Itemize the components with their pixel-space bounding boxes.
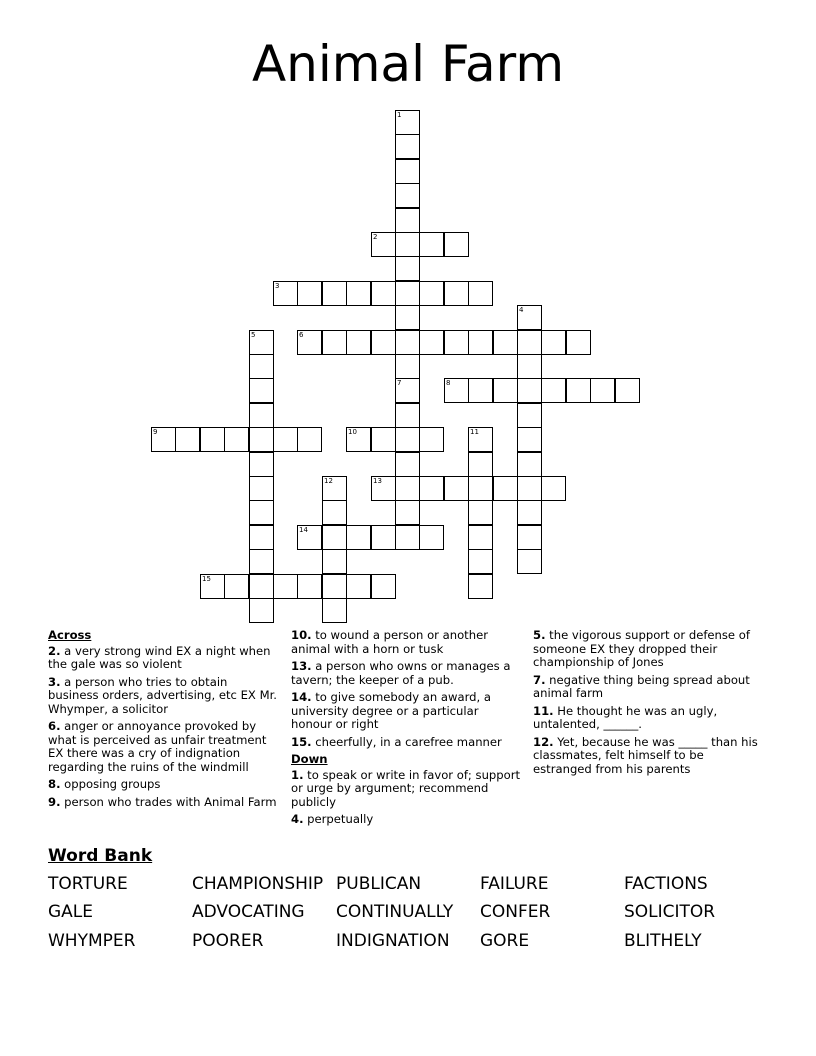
clue-text: a person who tries to obtain business orders, advertising, etc EX Mr. Whymper, a solicitor xyxy=(48,674,277,716)
clue-section-heading: Across xyxy=(48,628,92,642)
clue-number: 4 xyxy=(519,306,524,314)
grid-cell[interactable] xyxy=(493,476,518,501)
word-bank-word: TORTURE xyxy=(48,874,128,894)
clue-label: 10. xyxy=(291,628,312,642)
grid-cell[interactable] xyxy=(249,525,274,550)
grid-cell[interactable] xyxy=(346,330,371,355)
grid-cell[interactable] xyxy=(493,378,518,403)
grid-cell[interactable] xyxy=(419,427,444,452)
grid-cell[interactable] xyxy=(395,403,420,428)
word-bank-word: FACTIONS xyxy=(624,874,708,894)
word-bank-word: GORE xyxy=(480,931,530,951)
grid-cell[interactable] xyxy=(468,281,493,306)
clue-number: 10 xyxy=(348,428,357,436)
grid-cell[interactable] xyxy=(395,110,420,135)
clue-number: 9 xyxy=(153,428,158,436)
grid-cell[interactable] xyxy=(517,305,542,330)
grid-cell[interactable] xyxy=(297,525,322,550)
clue-number: 2 xyxy=(373,233,378,241)
grid-cell[interactable] xyxy=(395,500,420,525)
clue-label: 1. xyxy=(291,767,304,782)
grid-cell[interactable] xyxy=(249,549,274,574)
word-bank-title: Word Bank xyxy=(48,846,153,866)
clue-label: 12. xyxy=(533,734,554,749)
clue-section-heading: Down xyxy=(291,752,328,766)
grid-cell[interactable] xyxy=(200,427,225,452)
clue-text: the vigorous support or defense of someone EX they dropped their championship of Jones xyxy=(533,628,750,669)
clue-label: 11. xyxy=(533,703,554,718)
word-bank-word: ADVOCATING xyxy=(192,902,305,922)
grid-cell[interactable] xyxy=(468,500,493,525)
clue-number: 13 xyxy=(373,477,382,485)
grid-cell[interactable] xyxy=(517,427,542,452)
grid-cell[interactable] xyxy=(371,281,396,306)
grid-cell[interactable] xyxy=(151,427,176,452)
clue-label: 7. xyxy=(533,672,546,687)
word-bank-word: CONFER xyxy=(480,902,551,922)
grid-cell[interactable] xyxy=(468,330,493,355)
clue-text: person who trades with Animal Farm xyxy=(60,794,277,809)
grid-cell[interactable] xyxy=(517,500,542,525)
page-title: Animal Farm xyxy=(251,35,565,93)
grid-cell[interactable] xyxy=(322,549,347,574)
clue-number: 8 xyxy=(446,379,451,387)
grid-cell[interactable] xyxy=(468,452,493,477)
clue xyxy=(48,645,280,672)
clue-label: 6. xyxy=(48,719,61,733)
grid-cell[interactable] xyxy=(541,378,566,403)
grid-cell[interactable] xyxy=(273,281,298,306)
grid-cell[interactable] xyxy=(444,330,469,355)
grid-cell[interactable] xyxy=(566,378,591,403)
word-bank-word: WHYMPER xyxy=(48,931,136,951)
clue-label: 3. xyxy=(48,674,61,689)
clue-column-3 xyxy=(533,629,765,780)
grid-cell[interactable] xyxy=(395,427,420,452)
clue xyxy=(533,705,765,732)
grid-cell[interactable] xyxy=(249,598,274,623)
grid-cell[interactable] xyxy=(249,427,274,452)
grid-cell[interactable] xyxy=(395,452,420,477)
grid-cell[interactable] xyxy=(249,574,274,599)
clue xyxy=(48,778,280,792)
grid-cell[interactable] xyxy=(395,208,420,233)
grid-cell[interactable] xyxy=(395,183,420,208)
word-bank-word: GALE xyxy=(48,902,94,922)
grid-cell[interactable] xyxy=(322,330,347,355)
grid-cell[interactable] xyxy=(322,476,347,501)
grid-cell[interactable] xyxy=(395,232,420,257)
grid-cell[interactable] xyxy=(590,378,615,403)
clue-text: Yet, because he was _____ than his classmates, felt himself to be estranged from his parents xyxy=(533,734,758,776)
clue-label: 9. xyxy=(48,794,61,809)
grid-cell[interactable] xyxy=(395,134,420,159)
grid-cell[interactable] xyxy=(517,378,542,403)
grid-cell[interactable] xyxy=(297,281,322,306)
clue xyxy=(48,720,280,774)
grid-cell[interactable] xyxy=(395,305,420,330)
grid-cell[interactable] xyxy=(297,427,322,452)
grid-cell[interactable] xyxy=(444,476,469,501)
word-bank-word: BLITHELY xyxy=(624,931,702,951)
clue-text: anger or annoyance provoked by what is perceived as unfair treatment EX there was a cry of indignation regarding the ruins of the windmill xyxy=(48,719,267,774)
clue-text: to give somebody an award, a university degree or a particular honour or right xyxy=(291,690,491,731)
clue-label: 2. xyxy=(48,643,61,658)
clue-label: 14. xyxy=(291,690,312,704)
grid-cell[interactable] xyxy=(395,281,420,306)
clue-number: 5 xyxy=(251,331,256,339)
grid-cell[interactable] xyxy=(541,476,566,501)
grid-cell[interactable] xyxy=(371,427,396,452)
clue-label: 4. xyxy=(291,812,304,826)
grid-cell[interactable] xyxy=(395,159,420,184)
grid-cell[interactable] xyxy=(468,574,493,599)
grid-cell[interactable] xyxy=(419,476,444,501)
grid-cell[interactable] xyxy=(517,354,542,379)
grid-cell[interactable] xyxy=(371,232,396,257)
grid-cell[interactable] xyxy=(444,378,469,403)
clue-text: a person who owns or manages a tavern; the keeper of a pub. xyxy=(291,659,511,687)
grid-cell[interactable] xyxy=(419,281,444,306)
grid-cell[interactable] xyxy=(200,574,225,599)
clue-text: He thought he was an ugly, untalented, ______. xyxy=(533,703,718,731)
grid-cell[interactable] xyxy=(419,525,444,550)
grid-cell[interactable] xyxy=(493,330,518,355)
grid-cell[interactable] xyxy=(322,525,347,550)
clue xyxy=(533,674,765,701)
grid-cell[interactable] xyxy=(346,525,371,550)
grid-cell[interactable] xyxy=(517,330,542,355)
grid-cell[interactable] xyxy=(371,525,396,550)
grid-cell[interactable] xyxy=(249,354,274,379)
clue-number: 7 xyxy=(397,379,402,387)
clue-label: 15. xyxy=(291,734,312,749)
grid-cell[interactable] xyxy=(249,330,274,355)
grid-cell[interactable] xyxy=(395,525,420,550)
grid-cell[interactable] xyxy=(322,598,347,623)
grid-cell[interactable] xyxy=(249,403,274,428)
grid-cell[interactable] xyxy=(346,281,371,306)
clue xyxy=(533,736,765,777)
word-bank-word: POORER xyxy=(192,931,264,951)
grid-cell[interactable] xyxy=(419,330,444,355)
grid-cell[interactable] xyxy=(517,476,542,501)
word-bank-word: INDIGNATION xyxy=(336,931,450,951)
clue-text: perpetually xyxy=(303,812,374,826)
grid-cell[interactable] xyxy=(371,330,396,355)
clue xyxy=(48,796,280,810)
word-bank-word: SOLICITOR xyxy=(624,902,716,922)
clue-number: 12 xyxy=(324,477,333,485)
grid-cell[interactable] xyxy=(175,427,200,452)
clue xyxy=(291,769,523,810)
grid-cell[interactable] xyxy=(444,281,469,306)
grid-cell[interactable] xyxy=(541,330,566,355)
word-bank-word: PUBLICAN xyxy=(336,874,422,894)
clue-number: 6 xyxy=(299,331,304,339)
grid-cell[interactable] xyxy=(297,574,322,599)
grid-cell[interactable] xyxy=(517,525,542,550)
clue-text: a very strong wind EX a night when the gale was so violent xyxy=(48,643,271,671)
clue-label: 8. xyxy=(48,777,61,791)
clue xyxy=(48,676,280,717)
grid-cell[interactable] xyxy=(468,378,493,403)
grid-cell[interactable] xyxy=(322,281,347,306)
grid-cell[interactable] xyxy=(371,476,396,501)
clue-column-1 xyxy=(48,629,280,813)
grid-cell[interactable] xyxy=(249,500,274,525)
grid-cell[interactable] xyxy=(615,378,640,403)
grid-cell[interactable] xyxy=(249,378,274,403)
grid-cell[interactable] xyxy=(444,232,469,257)
grid-cell[interactable] xyxy=(468,549,493,574)
clue xyxy=(291,660,523,687)
grid-cell[interactable] xyxy=(249,452,274,477)
grid-cell[interactable] xyxy=(468,427,493,452)
clue-label: 13. xyxy=(291,659,312,673)
clue-number: 3 xyxy=(275,282,280,290)
grid-cell[interactable] xyxy=(517,452,542,477)
clue xyxy=(291,736,523,750)
grid-cell[interactable] xyxy=(395,476,420,501)
clue-text: to wound a person or another animal with a horn or tusk xyxy=(291,628,488,656)
clue xyxy=(291,691,523,732)
word-bank-word: CONTINUALLY xyxy=(336,902,454,922)
grid-cell[interactable] xyxy=(346,427,371,452)
clue xyxy=(291,813,523,827)
clue xyxy=(533,629,765,670)
grid-cell[interactable] xyxy=(322,574,347,599)
grid-cell[interactable] xyxy=(273,574,298,599)
clue-text: cheerfully, in a carefree manner xyxy=(311,734,502,749)
grid-cell[interactable] xyxy=(517,403,542,428)
grid-cell[interactable] xyxy=(419,232,444,257)
grid-cell[interactable] xyxy=(249,476,274,501)
clue-number: 1 xyxy=(397,111,402,119)
grid-cell[interactable] xyxy=(346,574,371,599)
grid-cell[interactable] xyxy=(297,330,322,355)
grid-cell[interactable] xyxy=(395,354,420,379)
clue-number: 14 xyxy=(299,526,308,534)
grid-cell[interactable] xyxy=(395,256,420,281)
word-bank-word: CHAMPIONSHIP xyxy=(192,874,324,894)
grid-cell[interactable] xyxy=(371,574,396,599)
grid-cell[interactable] xyxy=(224,427,249,452)
grid-cell[interactable] xyxy=(322,500,347,525)
grid-cell[interactable] xyxy=(566,330,591,355)
grid-cell[interactable] xyxy=(224,574,249,599)
word-bank-word: FAILURE xyxy=(480,874,549,894)
clue-text: to speak or write in favor of; support or urge by argument; recommend publicly xyxy=(291,767,521,809)
clue-label: 5. xyxy=(533,628,546,642)
clue-text: negative thing being spread about animal farm xyxy=(533,672,750,700)
grid-cell[interactable] xyxy=(517,549,542,574)
clue-column-2 xyxy=(291,629,523,831)
clue xyxy=(291,629,523,656)
grid-cell[interactable] xyxy=(468,476,493,501)
grid-cell[interactable] xyxy=(468,525,493,550)
clue-number: 11 xyxy=(470,428,479,436)
grid-cell[interactable] xyxy=(395,330,420,355)
grid-cell[interactable] xyxy=(395,378,420,403)
clue-text: opposing groups xyxy=(60,777,161,791)
clue-number: 15 xyxy=(202,575,211,583)
grid-cell[interactable] xyxy=(273,427,298,452)
